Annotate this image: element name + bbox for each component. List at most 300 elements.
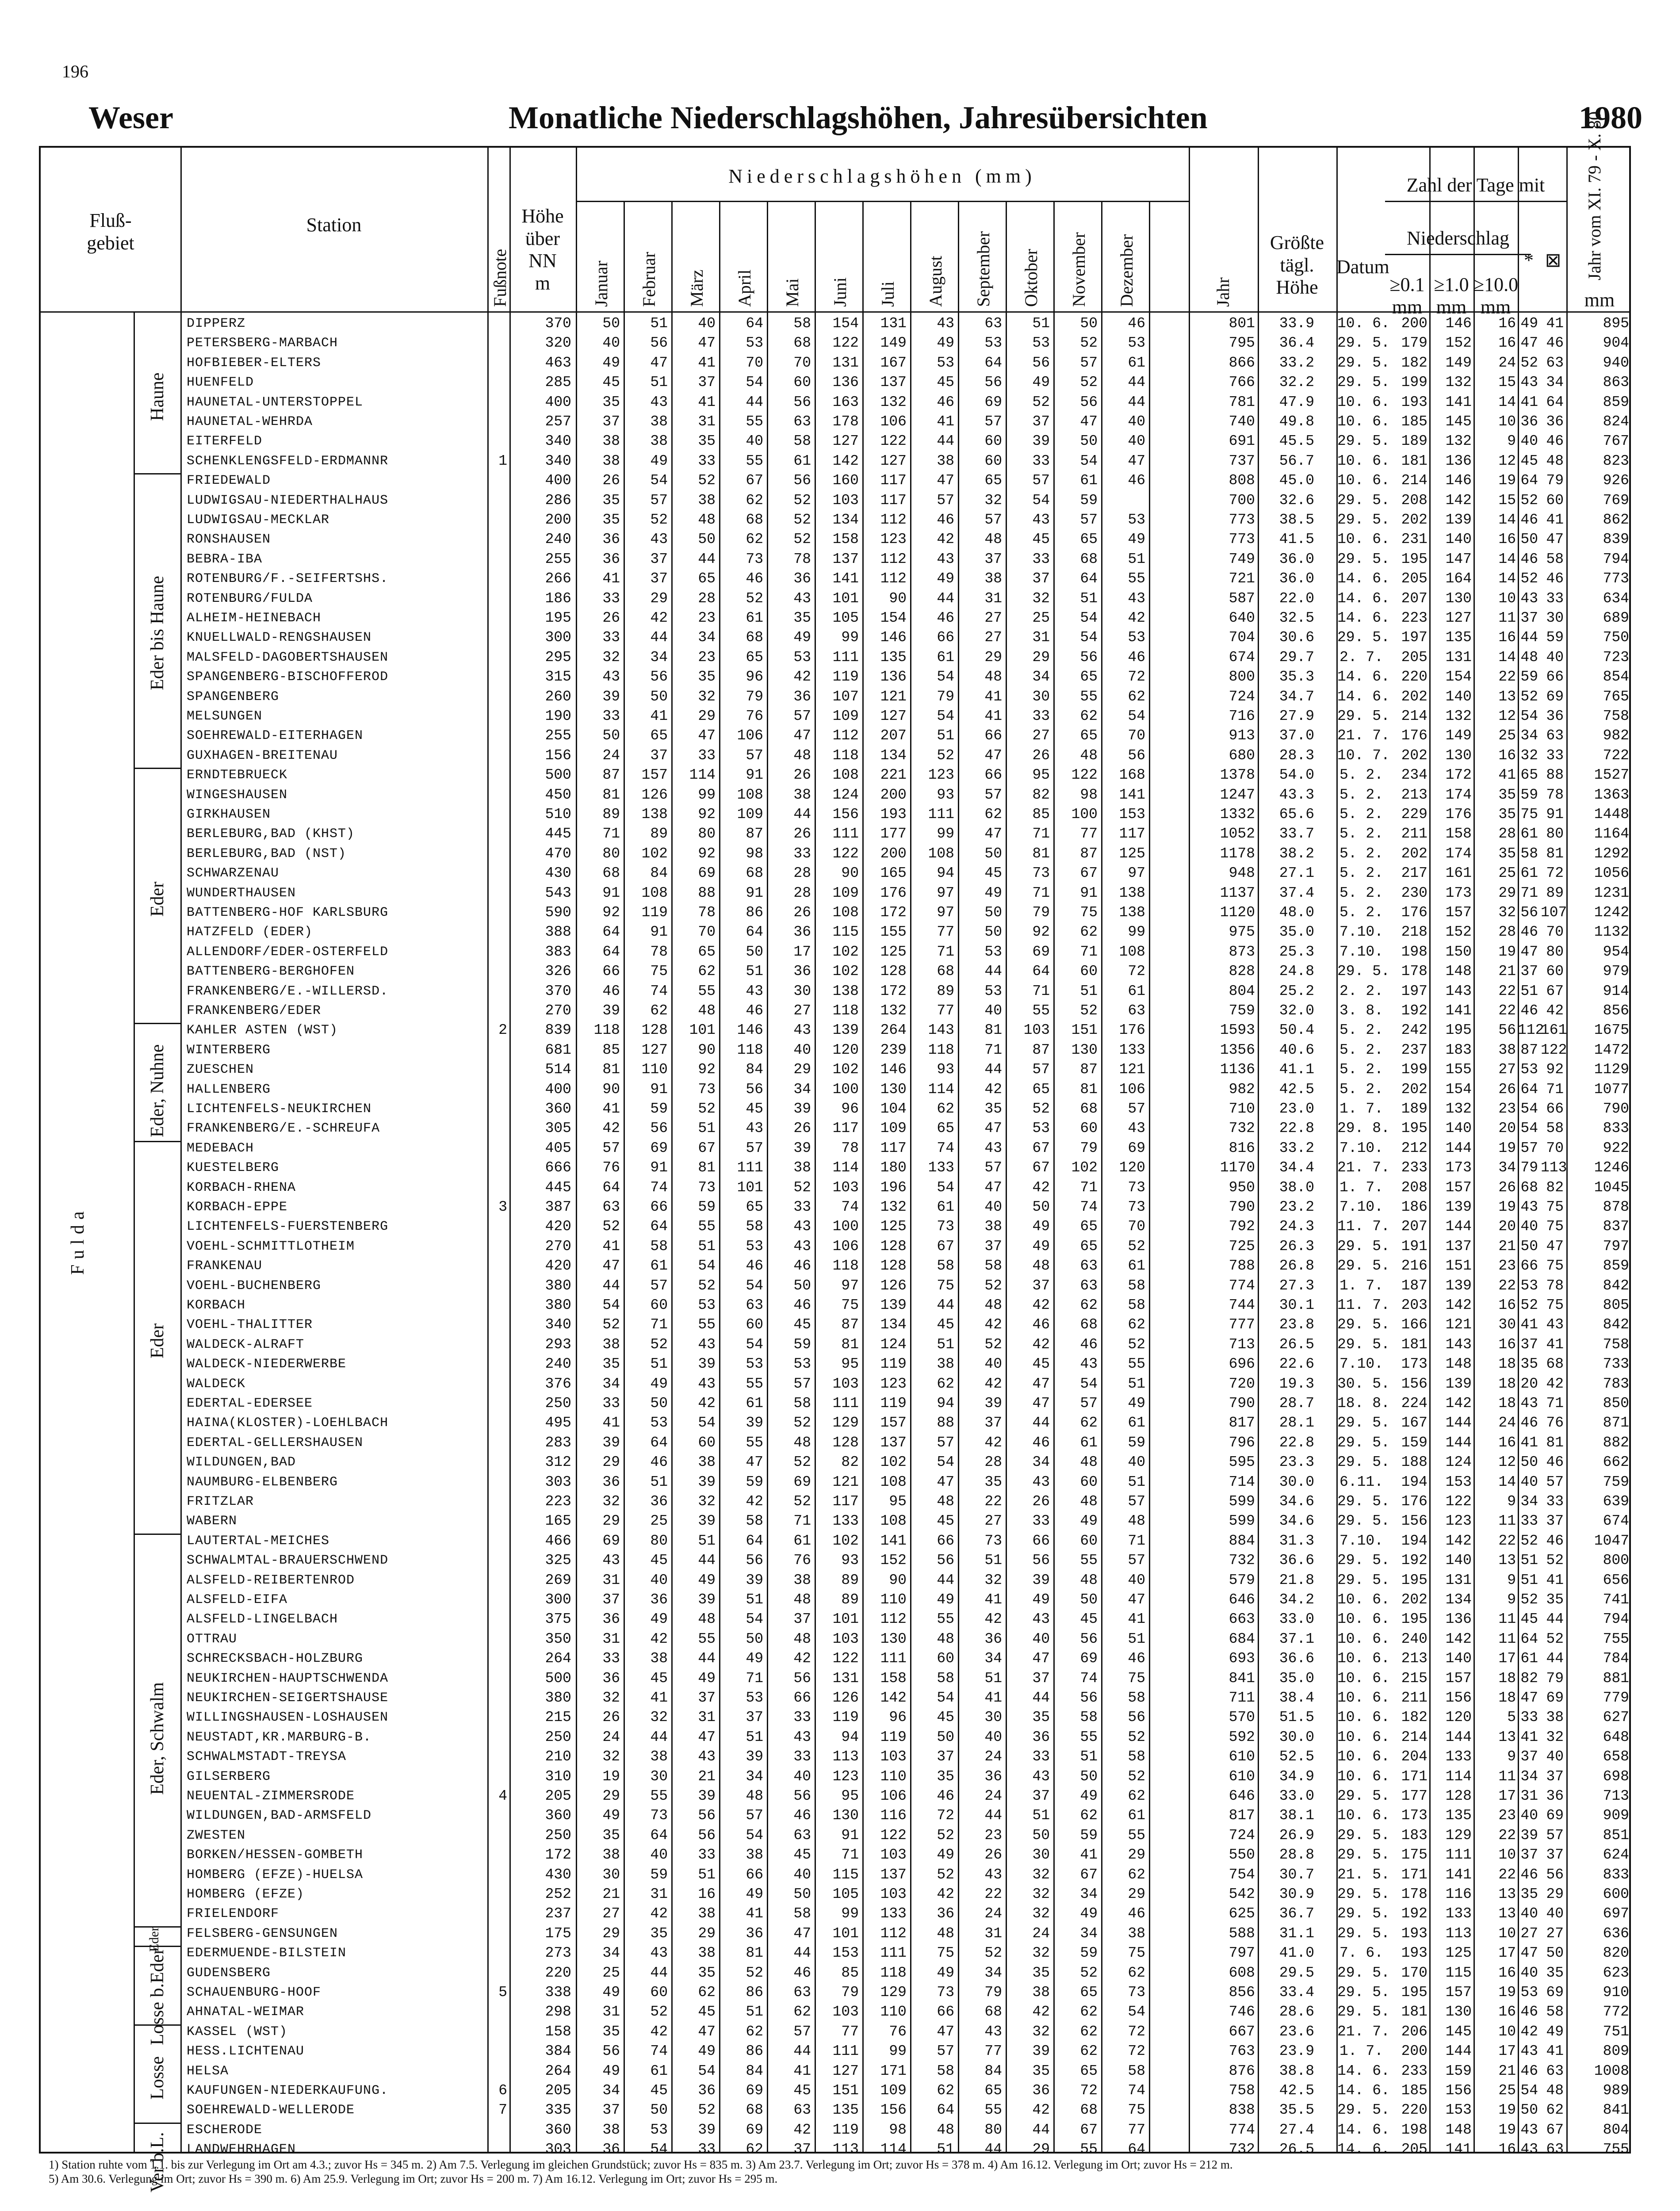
table-row xyxy=(41,1827,1631,1844)
cell-value: 383 xyxy=(545,943,571,960)
cell-value: 750 xyxy=(1603,629,1629,646)
cell-value: 50 xyxy=(650,688,668,705)
cell-value: 207 xyxy=(1401,590,1427,607)
cell-value: 100 xyxy=(1071,806,1098,822)
cell-value: 50 xyxy=(1520,2102,1538,2119)
cell-value: 44 xyxy=(1546,1611,1564,1628)
cell-value: 172 xyxy=(880,983,907,999)
cell-value: 34 xyxy=(1520,1493,1538,1510)
cell-value: 37 xyxy=(793,1611,811,1628)
cell-value: 96 xyxy=(889,1709,907,1726)
cell-value: 5. 2. xyxy=(1339,1061,1383,1078)
cell-value: 42 xyxy=(1546,1375,1564,1392)
cell-value: 44 xyxy=(650,1729,668,1745)
cell-value: 46 xyxy=(1520,2062,1538,2079)
cell-value: 88 xyxy=(937,1415,954,1431)
cell-value: 108 xyxy=(880,1513,907,1530)
cell-value: 52 xyxy=(1080,1002,1098,1019)
cell-value: 49 xyxy=(937,335,954,352)
cell-value: 44 xyxy=(698,1552,716,1569)
cell-value: 50 xyxy=(1546,1945,1564,1962)
cell-value: 25.3 xyxy=(1279,943,1314,960)
cell-value: 74 xyxy=(650,1179,668,1196)
cell-value: 47 xyxy=(984,1179,1002,1196)
cell-value: 224 xyxy=(1401,1395,1427,1412)
cell-value: 42 xyxy=(793,1650,811,1667)
cell-value: 43 xyxy=(1520,374,1538,391)
cell-value: 146 xyxy=(1445,472,1472,489)
cell-value: 79 xyxy=(1032,904,1050,921)
cell-value: 101 xyxy=(689,1022,716,1039)
table-row xyxy=(41,1103,1631,1115)
cell-value: 16 xyxy=(1498,2004,1516,2020)
cell-value: 49 xyxy=(937,570,954,587)
cell-value: 112 xyxy=(880,570,907,587)
cell-value: 111 xyxy=(832,2043,859,2060)
cell-value: 31 xyxy=(698,1709,716,1726)
cell-value: 242 xyxy=(1401,1022,1427,1039)
cell-value: 74 xyxy=(1080,1670,1098,1687)
cell-value: 52 xyxy=(698,1101,716,1117)
cell-value: 5. 2. xyxy=(1339,786,1383,803)
cell-value: 182 xyxy=(1401,1709,1427,1726)
cell-value: 33 xyxy=(1032,1748,1050,1765)
cell-value: 46 xyxy=(793,1964,811,1981)
cell-value: 790 xyxy=(1603,1101,1629,1117)
cell-value: 152 xyxy=(1445,335,1472,352)
cell-value: 850 xyxy=(1603,1395,1629,1412)
cell-value: 53 xyxy=(1128,335,1145,352)
cell-value: 141 xyxy=(1445,1002,1472,1019)
cell-value: 106 xyxy=(832,1238,859,1255)
cell-value: 49 xyxy=(937,1847,954,1863)
station-name: GIRKHAUSEN xyxy=(187,807,271,822)
cell-value: 52 xyxy=(793,1493,811,1510)
cell-value: 50 xyxy=(793,1886,811,1902)
group-eder-nuhne: Eder, Nuhne xyxy=(147,1044,168,1137)
cell-value: 123 xyxy=(880,1375,907,1392)
cell-value: 52 xyxy=(984,1945,1002,1962)
table-row xyxy=(41,1260,1631,1272)
cell-value: 49 xyxy=(650,452,668,469)
cell-value: 64 xyxy=(1080,570,1098,587)
cell-value: 47 xyxy=(937,1473,954,1490)
cell-value: 119 xyxy=(832,2121,859,2138)
cell-value: 62 xyxy=(937,2082,954,2099)
cell-value: 52 xyxy=(937,1866,954,1883)
cell-value: 47 xyxy=(746,1454,763,1471)
cell-value: 49 xyxy=(602,354,620,371)
cell-value: 41 xyxy=(1546,1336,1564,1353)
cell-value: 59 xyxy=(746,1473,763,1490)
cell-value: 10 xyxy=(1498,2023,1516,2040)
cell-value: 37 xyxy=(984,1415,1002,1431)
cell-value: 26.9 xyxy=(1279,1827,1314,1844)
cell-value: 82 xyxy=(1546,1179,1564,1196)
cell-value: 69 xyxy=(746,2082,763,2099)
cell-value: 46 xyxy=(1032,1316,1050,1333)
cell-value: 109 xyxy=(737,806,763,822)
cell-value: 59 xyxy=(1128,1434,1145,1451)
cell-value: 65 xyxy=(698,943,716,960)
cell-value: 43 xyxy=(650,531,668,548)
cell-value: 99 xyxy=(841,1905,859,1922)
cell-value: 47 xyxy=(984,826,1002,842)
cell-value: 118 xyxy=(737,1041,763,1058)
cell-value: 86 xyxy=(746,1984,763,2001)
cell-value: 5. 2. xyxy=(1339,1081,1383,1098)
cell-value: 450 xyxy=(545,786,571,803)
cell-value: 405 xyxy=(545,1140,571,1156)
cell-value: 27 xyxy=(984,610,1002,626)
cell-value: 39 xyxy=(746,1572,763,1588)
cell-value: 42 xyxy=(937,531,954,548)
cell-value: 42 xyxy=(984,1081,1002,1098)
cell-value: 60 xyxy=(1080,1473,1098,1490)
cell-value: 56 xyxy=(984,374,1002,391)
cell-value: 40 xyxy=(1128,1572,1145,1588)
cell-value: 698 xyxy=(1603,1768,1629,1785)
cell-value: 388 xyxy=(545,924,571,941)
table-row xyxy=(41,1417,1631,1429)
cell-value: 62 xyxy=(1080,2043,1098,2060)
cell-value: 666 xyxy=(545,1159,571,1176)
cell-value: 44 xyxy=(650,629,668,646)
cell-value: 56 xyxy=(698,1807,716,1824)
cell-value: 1136 xyxy=(1220,1061,1255,1078)
cell-value: 56 xyxy=(1080,1690,1098,1706)
cell-value: 208 xyxy=(1401,1179,1427,1196)
cell-value: 878 xyxy=(1603,1199,1629,1215)
cell-value: 16 xyxy=(1498,1434,1516,1451)
cell-value: 982 xyxy=(1228,1081,1255,1098)
cell-value: 47 xyxy=(650,354,668,371)
cell-value: 62 xyxy=(650,1002,668,1019)
cell-value: 139 xyxy=(880,1297,907,1313)
cell-value: 18. 8. xyxy=(1337,1395,1390,1412)
cell-value: 33 xyxy=(698,747,716,764)
cell-value: 192 xyxy=(1401,1552,1427,1569)
cell-value: 115 xyxy=(832,1866,859,1883)
cell-value: 913 xyxy=(1228,727,1255,744)
cell-value: 72 xyxy=(1546,865,1564,882)
cell-value: 153 xyxy=(1119,806,1145,822)
table-row xyxy=(41,1238,1631,1255)
cell-value: 62 xyxy=(746,492,763,509)
cell-value: 71 xyxy=(1032,983,1050,999)
cell-value: 81 xyxy=(1546,1434,1564,1451)
cell-value: 200 xyxy=(880,786,907,803)
cell-value: 29. 5. xyxy=(1337,1984,1390,2001)
cell-value: 47 xyxy=(1520,335,1538,352)
cell-value: 143 xyxy=(1445,983,1472,999)
cell-value: 108 xyxy=(832,767,859,784)
cell-value: 71 xyxy=(1546,1081,1564,1098)
cell-value: 57 xyxy=(746,1140,763,1156)
cell-value: 270 xyxy=(545,1002,571,1019)
cell-value: 2. 7. xyxy=(1339,649,1383,666)
cell-value: 40 xyxy=(602,335,620,352)
cell-value: 1170 xyxy=(1220,1159,1255,1176)
cell-value: 45 xyxy=(793,1847,811,1863)
cell-value: 118 xyxy=(880,1964,907,1981)
cell-value: 18 xyxy=(1498,1356,1516,1373)
cell-value: 59 xyxy=(1520,786,1538,803)
cell-value: 181 xyxy=(1401,1336,1427,1353)
cell-value: 34 xyxy=(1546,374,1564,391)
cell-value: 49 xyxy=(793,629,811,646)
cell-value: 139 xyxy=(1445,512,1472,528)
cell-value: 198 xyxy=(1401,943,1427,960)
cell-value: 37 xyxy=(650,551,668,567)
cell-value: 55 xyxy=(746,1434,763,1451)
cell-value: 35.0 xyxy=(1279,924,1314,941)
month-header-3: März xyxy=(687,269,707,307)
cell-value: 35 xyxy=(602,1827,620,1844)
cell-value: 147 xyxy=(1445,551,1472,567)
cell-value: 837 xyxy=(1603,1218,1629,1235)
cell-value: 78 xyxy=(841,1140,859,1156)
cell-value: 32 xyxy=(1032,1945,1050,1962)
table-row xyxy=(41,1886,1631,1902)
cell-value: 140 xyxy=(1445,1120,1472,1137)
cell-value: 178 xyxy=(1401,1886,1427,1902)
cell-value: 50 xyxy=(746,1630,763,1647)
cell-value: 75 xyxy=(1128,2102,1145,2119)
cell-value: 33 xyxy=(602,629,620,646)
cell-value: 137 xyxy=(880,1434,907,1451)
cell-value: 139 xyxy=(1445,1277,1472,1294)
cell-value: 156 xyxy=(1445,2082,1472,2099)
cell-value: 46 xyxy=(1520,2004,1538,2020)
cell-value: 340 xyxy=(545,433,571,450)
cell-value: 33 xyxy=(1520,1709,1538,1726)
cell-value: 65 xyxy=(698,570,716,587)
cell-value: 132 xyxy=(880,394,907,410)
cell-value: 61 xyxy=(1080,472,1098,489)
cell-value: 54 xyxy=(746,1611,763,1628)
cell-value: 54 xyxy=(1080,629,1098,646)
table-row xyxy=(41,1692,1631,1704)
cell-value: 54 xyxy=(602,1297,620,1313)
cell-value: 116 xyxy=(880,1807,907,1824)
cell-value: 46 xyxy=(1128,472,1145,489)
cell-value: 130 xyxy=(1445,747,1472,764)
cell-value: 773 xyxy=(1603,570,1629,587)
cell-value: 49 xyxy=(984,884,1002,901)
cell-value: 106 xyxy=(1119,1081,1145,1098)
cell-value: 842 xyxy=(1603,1277,1629,1294)
cell-value: 111 xyxy=(832,826,859,842)
cell-value: 20 xyxy=(1498,1218,1516,1235)
cell-value: 610 xyxy=(1228,1768,1255,1785)
cell-value: 157 xyxy=(880,1415,907,1431)
cell-value: 28.6 xyxy=(1279,2004,1314,2020)
cell-value: 64 xyxy=(602,924,620,941)
cell-value: 1. 7. xyxy=(1339,1101,1383,1117)
cell-value: 36 xyxy=(602,2141,620,2158)
cell-value: 26.3 xyxy=(1279,1238,1314,1255)
cell-value: 36 xyxy=(793,688,811,705)
cell-value: 47 xyxy=(1520,1945,1538,1962)
cell-value: 48 xyxy=(1080,1493,1098,1510)
cell-value: 66 xyxy=(793,1690,811,1706)
cell-value: 11 xyxy=(1498,1611,1516,1628)
station-name: KORBACH-EPPE xyxy=(187,1200,288,1215)
cell-value: 252 xyxy=(545,1886,571,1902)
cell-value: 47 xyxy=(1080,413,1098,430)
cell-value: 35 xyxy=(1498,806,1516,822)
cell-value: 49 xyxy=(698,1572,716,1588)
station-name: ROTENBURG/F.-SEIFERTSHS. xyxy=(187,571,389,587)
cell-value: 58 xyxy=(793,1395,811,1412)
cell-value: 61 xyxy=(1128,983,1145,999)
cell-value: 47 xyxy=(984,1120,1002,1137)
cell-value: 31 xyxy=(1520,1788,1538,1804)
cell-value: 37 xyxy=(1546,1513,1564,1530)
cell-value: 98 xyxy=(889,2121,907,2138)
cell-value: 39 xyxy=(746,1415,763,1431)
cell-value: 61 xyxy=(1128,354,1145,371)
cell-value: 202 xyxy=(1401,845,1427,862)
cell-value: 159 xyxy=(1445,2062,1472,2079)
cell-value: 693 xyxy=(1228,1650,1255,1667)
cell-value: 142 xyxy=(880,1690,907,1706)
niederschlag-days-header: Niederschlag xyxy=(1406,227,1510,249)
cell-value: 60 xyxy=(1080,963,1098,980)
cell-value: 41.1 xyxy=(1279,1061,1314,1078)
cell-value: 75 xyxy=(1546,1258,1564,1274)
cell-value: 51 xyxy=(650,315,668,332)
station-name: HELSA xyxy=(187,2063,229,2079)
cell-value: 1363 xyxy=(1594,786,1629,803)
cell-value: 154 xyxy=(1445,1081,1472,1098)
cell-value: 50 xyxy=(1080,315,1098,332)
cell-value: 95 xyxy=(1032,767,1050,784)
cell-value: 119 xyxy=(880,1356,907,1373)
station-name: NEUENTAL-ZIMMERSRODE xyxy=(187,1789,355,1804)
cell-value: 588 xyxy=(1228,1925,1255,1942)
cell-value: 18 xyxy=(1498,1395,1516,1412)
cell-value: 66 xyxy=(937,2004,954,2020)
cell-value: 202 xyxy=(1401,688,1427,705)
cell-value: 45 xyxy=(698,2004,716,2020)
cell-value: 5. 2. xyxy=(1339,826,1383,842)
cell-value: 63 xyxy=(602,1199,620,1215)
cell-value: 122 xyxy=(1445,1493,1472,1510)
cell-value: 22.8 xyxy=(1279,1120,1314,1137)
cell-value: 37 xyxy=(698,374,716,391)
cell-value: 41 xyxy=(602,1238,620,1255)
cell-value: 48 xyxy=(1128,1513,1145,1530)
cell-value: 79 xyxy=(1546,1670,1564,1687)
cell-value: 122 xyxy=(880,1827,907,1844)
cell-value: 54 xyxy=(746,1277,763,1294)
cell-value: 78 xyxy=(793,551,811,567)
cell-value: 199 xyxy=(1401,374,1427,391)
cell-value: 68 xyxy=(746,865,763,882)
cell-value: 36 xyxy=(602,1670,620,1687)
cell-value: 39 xyxy=(1032,1572,1050,1588)
cell-value: 30.0 xyxy=(1279,1729,1314,1745)
cell-value: 237 xyxy=(1401,1041,1427,1058)
cell-value: 7. 6. xyxy=(1339,1945,1383,1962)
station-name: HOMBERG (EFZE) xyxy=(187,1887,305,1902)
cell-value: 84 xyxy=(984,2062,1002,2079)
cell-value: 48 xyxy=(1080,1572,1098,1588)
cell-value: 3 xyxy=(498,1199,507,1215)
cell-value: 40 xyxy=(1128,413,1145,430)
cell-value: 153 xyxy=(1445,2102,1472,2119)
cell-value: 43.3 xyxy=(1279,786,1314,803)
cell-value: 69 xyxy=(1128,1140,1145,1156)
cell-value: 54 xyxy=(698,2062,716,2079)
cell-value: 841 xyxy=(1603,2102,1629,2119)
cell-value: 92 xyxy=(698,845,716,862)
cell-value: 77 xyxy=(1128,2121,1145,2138)
cell-value: 180 xyxy=(880,1159,907,1176)
cell-value: 33.9 xyxy=(1279,315,1314,332)
cell-value: 176 xyxy=(1401,1493,1427,1510)
cell-value: 255 xyxy=(545,551,571,567)
cell-value: 36 xyxy=(746,1925,763,1942)
cell-value: 18 xyxy=(1498,1670,1516,1687)
cell-value: 608 xyxy=(1228,1964,1255,1981)
cell-value: 200 xyxy=(880,845,907,862)
cell-value: 65 xyxy=(1520,767,1538,784)
cell-value: 26 xyxy=(602,472,620,489)
cell-value: 103 xyxy=(832,1630,859,1647)
ge100-header: ≥10.0 mm xyxy=(1473,274,1519,318)
cell-value: 52 xyxy=(650,2004,668,2020)
cell-value: 21 xyxy=(698,1768,716,1785)
cell-value: 134 xyxy=(1445,1591,1472,1608)
cell-value: 80 xyxy=(1546,826,1564,842)
cell-value: 52 xyxy=(650,512,668,528)
table-row xyxy=(41,1768,1631,1785)
cell-value: 170 xyxy=(1401,1964,1427,1981)
cell-value: 43 xyxy=(793,1022,811,1039)
cell-value: 97 xyxy=(1128,865,1145,882)
cell-value: 36 xyxy=(984,1630,1002,1647)
cell-value: 165 xyxy=(880,865,907,882)
cell-value: 33 xyxy=(793,845,811,862)
cell-value: 32 xyxy=(602,1493,620,1510)
table-row xyxy=(41,514,1631,526)
cell-value: 118 xyxy=(832,1258,859,1274)
cell-value: 75 xyxy=(1128,1670,1145,1687)
cell-value: 46 xyxy=(1128,315,1145,332)
cell-value: 52 xyxy=(1128,1238,1145,1255)
cell-value: 45 xyxy=(1520,1611,1538,1628)
cell-value: 214 xyxy=(1401,472,1427,489)
cell-value: 466 xyxy=(545,1532,571,1549)
station-name: HALLENBERG xyxy=(187,1082,271,1097)
cell-value: 32 xyxy=(602,1690,620,1706)
cell-value: 39 xyxy=(698,1788,716,1804)
cell-value: 63 xyxy=(1080,1277,1098,1294)
cell-value: 13 xyxy=(1498,1905,1516,1922)
cell-value: 114 xyxy=(832,1159,859,1176)
cell-value: 10. 6. xyxy=(1337,394,1390,410)
cell-value: 63 xyxy=(1546,2141,1564,2158)
cell-value: 45 xyxy=(984,865,1002,882)
cell-value: 29. 5. xyxy=(1337,1434,1390,1451)
cell-value: 28 xyxy=(1498,826,1516,842)
cell-value: 55 xyxy=(746,413,763,430)
cell-value: 30 xyxy=(1546,610,1564,626)
cell-value: 74 xyxy=(650,983,668,999)
